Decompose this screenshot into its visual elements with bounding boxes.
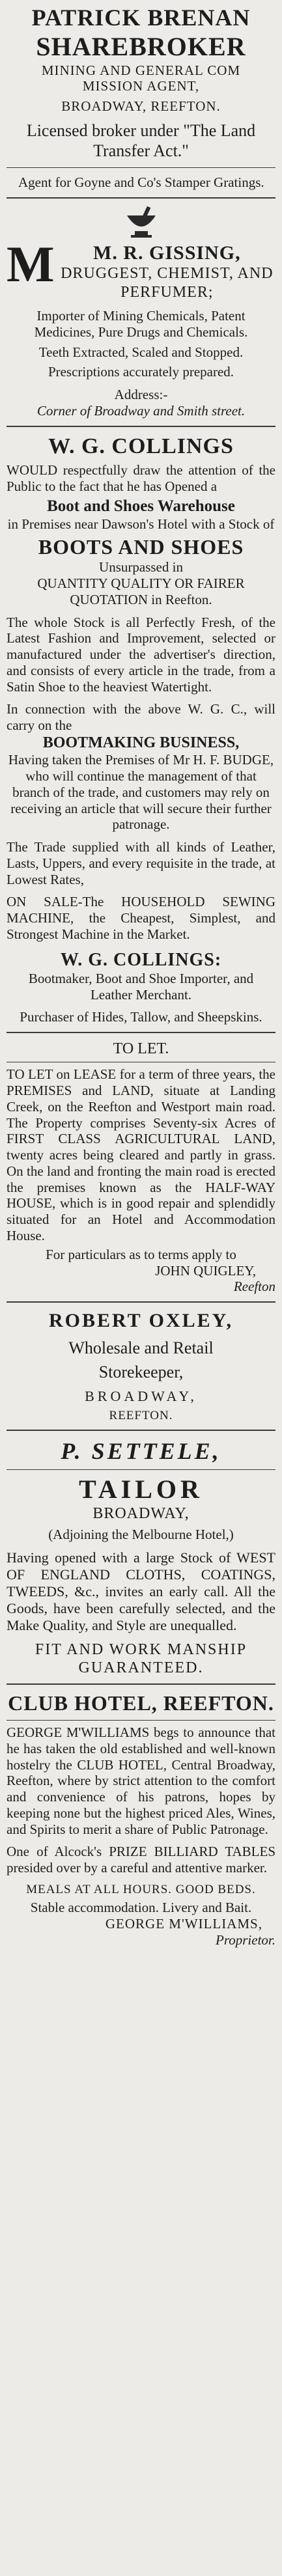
gissing-teeth: Teeth Extracted, Scaled and Stopped. xyxy=(38,344,244,360)
collings-intro: WOULD respectfully draw the attention of the Public to the fact that he has Opened a xyxy=(7,462,275,494)
brenan-line2: MISSION AGENT, xyxy=(82,78,200,94)
brenan-name: PATRICK BRENAN xyxy=(31,5,251,31)
gissing-address-label: Address:- xyxy=(114,387,168,403)
ad-patrick-brenan xyxy=(7,4,275,191)
brenan-address: BROADWAY, REEFTON. xyxy=(61,98,221,115)
collings-stock: The whole Stock is all Perfectly Fresh, of the Latest Fashion and Improvement, selected or manufactured under the advertiser's direction, and consists of every article in the trade, from a Satin Shoe to the heaviest Watertight. xyxy=(7,614,275,695)
club-proprietor: GEORGE M'WILLIAMS, xyxy=(105,1916,262,1932)
oxley-line3: BROADWAY, xyxy=(85,1387,197,1404)
collings-bootmaking: BOOTMAKING BUSINESS, xyxy=(42,734,240,751)
divider xyxy=(7,197,275,199)
collings-connection: In connection with the above W. G. C., will carry on the xyxy=(7,701,275,734)
tolet-heading: TO LET. xyxy=(113,1040,169,1058)
brenan-line1: MINING AND GENERAL COM xyxy=(41,62,241,78)
divider xyxy=(7,1469,275,1470)
gissing-address: Corner of Broadway and Smith street. xyxy=(36,402,246,419)
tolet-apply: For particulars as to terms apply to xyxy=(46,1246,236,1262)
ad-settele xyxy=(7,1437,275,1677)
club-prop-label: Proprietor. xyxy=(216,1932,275,1948)
tolet-where: Reefton xyxy=(233,1279,275,1295)
settele-title: TAILOR xyxy=(79,1474,203,1504)
settele-adjoining: (Adjoining the Melbourne Hotel,) xyxy=(48,1527,234,1543)
collings-taken: Having taken the Premises of Mr H. F. BUDGE, who will continue the management of that branch of the trade, and customers may rely on receiving an article that will secure their further patronage. xyxy=(8,752,274,833)
gissing-importer: Importer of Mining Chemicals, Patent Medicines, Pure Drugs and Chemicals. xyxy=(34,308,248,340)
mortar-pestle-icon xyxy=(122,205,161,239)
ad-oxley xyxy=(7,1309,275,1423)
collings-boots-heading: BOOTS AND SHOES xyxy=(38,534,244,559)
brenan-agent: Agent for Goyne and Co's Stamper Gratings. xyxy=(18,174,264,191)
gissing-title: DRUGGEST, CHEMIST, AND PERFUMER; xyxy=(61,265,274,301)
collings-quality: QUANTITY QUALITY OR FAIRER QUOTATION in Reefton. xyxy=(37,575,245,607)
oxley-line4: REEFTON. xyxy=(109,1408,173,1422)
oxley-line1: Wholesale and Retail xyxy=(68,1338,214,1358)
collings-premises: in Premises near Dawson's Hotel with a Stock of xyxy=(7,516,275,532)
club-heading: CLUB HOTEL, REEFTON. xyxy=(8,1691,274,1715)
tolet-body: TO LET on LEASE for a term of three years, the PREMISES and LAND, situate at Landing Creek, on the Reefton and Westport main road. The Property comprises Seventy-six Acres of FIRST CLASS AGRICULTURAL LAND, twenty acres being cleared and partly in grass. On the land and fronting the main road is erected the premises known as the HALF-WAY HOUSE, which is in good repair and splendidly situated for an Hotel and Accommodation House. xyxy=(7,1066,275,1244)
divider xyxy=(7,1032,275,1033)
gissing-prescriptions: Prescriptions accurately prepared. xyxy=(48,364,234,380)
club-meals: MEALS AT ALL HOURS. GOOD BEDS. xyxy=(26,1882,256,1896)
collings-boot-shoe: Boot and Shoes Warehouse xyxy=(47,497,235,516)
settele-street: BROADWAY, xyxy=(92,1504,190,1522)
collings-unsurpassed: Unsurpassed in xyxy=(99,559,183,575)
ad-club-hotel xyxy=(7,1691,275,1948)
settele-body: Having opened with a large Stock of WEST OF ENGLAND CLOTHS, COATINGS, TWEEDS, &c., invites an early call. All the Goods, have been carefully selected, and the Make Quality, and Style are unequalled. xyxy=(7,1549,275,1633)
club-stable: Stable accommodation. Livery and Bait. xyxy=(30,1900,252,1916)
ad-collings xyxy=(7,434,275,1025)
collings-name2: W. G. COLLINGS: xyxy=(60,949,222,970)
settele-fit: FIT AND WORK MANSHIP GUARANTEED. xyxy=(35,1641,247,1676)
oxley-name: ROBERT OXLEY, xyxy=(48,1310,234,1332)
brenan-licensed: Licensed broker under "The Land Transfer Act." xyxy=(26,120,256,160)
gissing-name: M. R. GISSING, xyxy=(93,242,241,264)
tolet-who: JOHN QUIGLEY, xyxy=(155,1262,256,1279)
club-body: GEORGE M'WILLIAMS begs to announce that he has taken the old established and well-known hostelry the CLUB HOTEL, Central Broadway, Reefton, where by strict attention to the comfort and convenience of his patrons, hopes by keeping none but the highest priced Ales, Wines, and Spirits to merit a share of Public Patronage. xyxy=(7,1724,275,1837)
collings-name: W. G. COLLINGS xyxy=(48,434,234,458)
divider xyxy=(7,167,275,168)
brenan-title: SHAREBROKER xyxy=(36,32,246,62)
gissing-dropcap: M xyxy=(7,236,55,293)
divider xyxy=(7,426,275,427)
settele-name: P. SETTELE, xyxy=(61,1438,221,1465)
oxley-line2: Storekeeper, xyxy=(98,1363,184,1382)
ad-to-let xyxy=(7,1040,275,1295)
divider xyxy=(7,1430,275,1431)
divider xyxy=(7,1720,275,1721)
ad-gissing xyxy=(7,205,275,419)
divider xyxy=(7,1683,275,1685)
collings-sale: ON SALE-The HOUSEHOLD SEWING MACHINE, the Cheapest, Simplest, and Strongest Machine in the Market. xyxy=(7,894,275,942)
collings-role: Bootmaker, Boot and Shoe Importer, and Leather Merchant. xyxy=(28,970,254,1003)
divider xyxy=(7,1301,275,1303)
club-billiard: One of Alcock's PRIZE BILLIARD TABLES presided over by a careful and attentive marker. xyxy=(7,1844,275,1876)
collings-purchaser: Purchaser of Hides, Tallow, and Sheepskins. xyxy=(20,1009,262,1025)
collings-trade: The Trade supplied with all kinds of Leather, Lasts, Uppers, and every requisite in the trade, at Lowest Rates, xyxy=(7,839,275,887)
